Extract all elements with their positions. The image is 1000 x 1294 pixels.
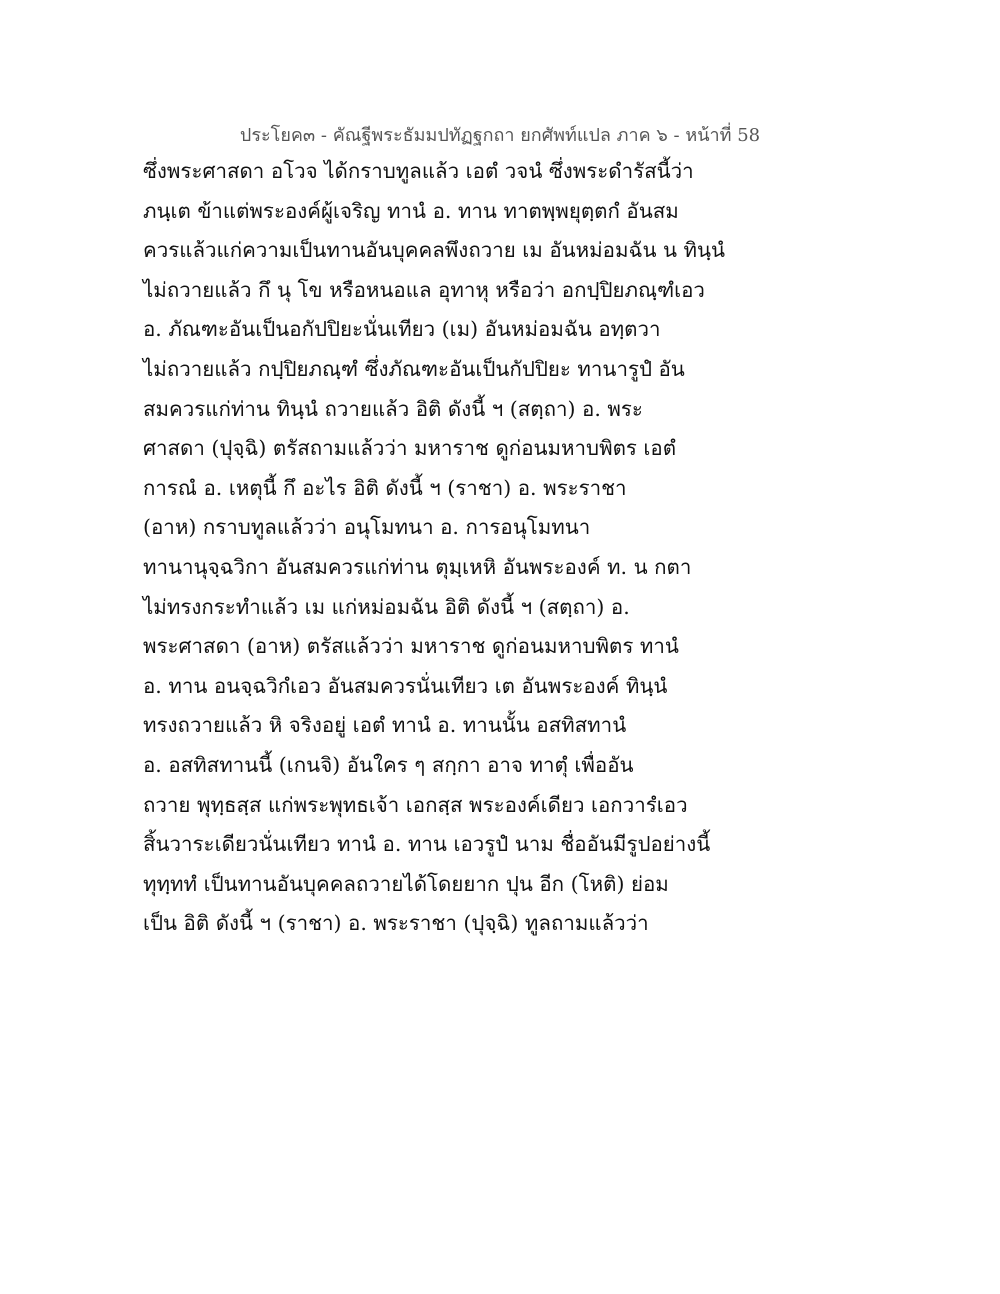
running-header-text: ประโยค๓ - คัณฐีพระธัมมปทัฏฐกถา ยกศัพท์แปล ภาค ๖ - หน้าที่ 58: [239, 125, 761, 146]
text-line: อ. ทาน อนจฺฉวิกํเอว อันสมควรนั่นเทียว เต อันพระองค์ ทินฺนํ: [143, 673, 668, 698]
text-line: ไม่ถวายแล้ว กปฺปิยภณฺฑํ ซึ่งภัณฑะอันเป็นกัปปิยะ ทานารูปํ อัน: [143, 356, 685, 381]
text-line: สมควรแก่ท่าน ทินฺนํ ถวายแล้ว อิติ ดังนี้ ฯ (สตฺถา) อ. พระ: [143, 396, 643, 421]
text-line: ศาสดา (ปุจฺฉิ) ตรัสถามแล้วว่า มหาราช ดูก่อนมหาบพิตร เอตํ: [143, 436, 677, 461]
text-line: อ. อสทิสทานนี้ (เกนจิ) อันใคร ๆ สกฺกา อาจ ทาตุํ เพื่ออัน: [143, 752, 634, 777]
text-line: อ. ภัณฑะอันเป็นอกัปปิยะนั่นเทียว (เม) อันหม่อมฉัน อทฺตวา: [143, 317, 661, 342]
text-line: ทรงถวายแล้ว หิ จริงอยู่ เอตํ ทานํ อ. ทานนั้น อสทิสทานํ: [143, 713, 627, 738]
text-line: ภนฺเต ข้าแต่พระองค์ผู้เจริญ ทานํ อ. ทาน ทาตพฺพยุตฺตกํ อันสม: [143, 198, 679, 223]
text-line: ไม่ถวายแล้ว กึ นุ โข หรือหนอแล อุทาหุ หรือว่า อกปฺปิยภณฺฑํเอว: [143, 277, 705, 302]
text-line: ซึ่งพระศาสดา อโวจ ได้กราบทูลแล้ว เอตํ วจนํ ซึ่งพระดำรัสนี้ว่า: [143, 159, 694, 183]
body-text: [143, 152, 743, 944]
running-header: [0, 120, 1000, 149]
text-line: การณํ อ. เหตุนี้ กึ อะไร อิติ ดังนี้ ฯ (ราชา) อ. พระราชา: [143, 475, 627, 500]
text-line: ถวาย พุทฺธสฺส แก่พระพุทธเจ้า เอกสฺส พระองค์เดียว เอกวารํเอว: [143, 792, 688, 817]
text-line: (อาห) กราบทูลแล้วว่า อนุโมทนา อ. การอนุโมทนา: [143, 515, 591, 540]
text-line: ทุทฺททํ เป็นทานอันบุคคลถวายได้โดยยาก ปุน อีก (โหติ) ย่อม: [143, 871, 669, 896]
text-line: ควรแล้วแก่ความเป็นทานอันบุคคลพึงถวาย เม อันหม่อมฉัน น ทินฺนํ: [143, 238, 726, 263]
text-line: ทานานุจฺฉวิกา อันสมควรแก่ท่าน ตุมฺเหหิ อันพระองค์ ท. น กตา: [143, 554, 692, 579]
text-line: สิ้นวาระเดียวนั่นเทียว ทานํ อ. ทาน เอวรูปํ นาม ชื่ออันมีรูปอย่างนี้: [143, 832, 711, 857]
text-line: เป็น อิติ ดังนี้ ฯ (ราชา) อ. พระราชา (ปุจฺฉิ) ทูลถามแล้วว่า: [143, 911, 649, 936]
text-line: พระศาสดา (อาห) ตรัสแล้วว่า มหาราช ดูก่อนมหาบพิตร ทานํ: [143, 634, 679, 659]
text-line: ไม่ทรงกระทำแล้ว เม แก่หม่อมฉัน อิติ ดังนี้ ฯ (สตฺถา) อ.: [143, 594, 630, 619]
